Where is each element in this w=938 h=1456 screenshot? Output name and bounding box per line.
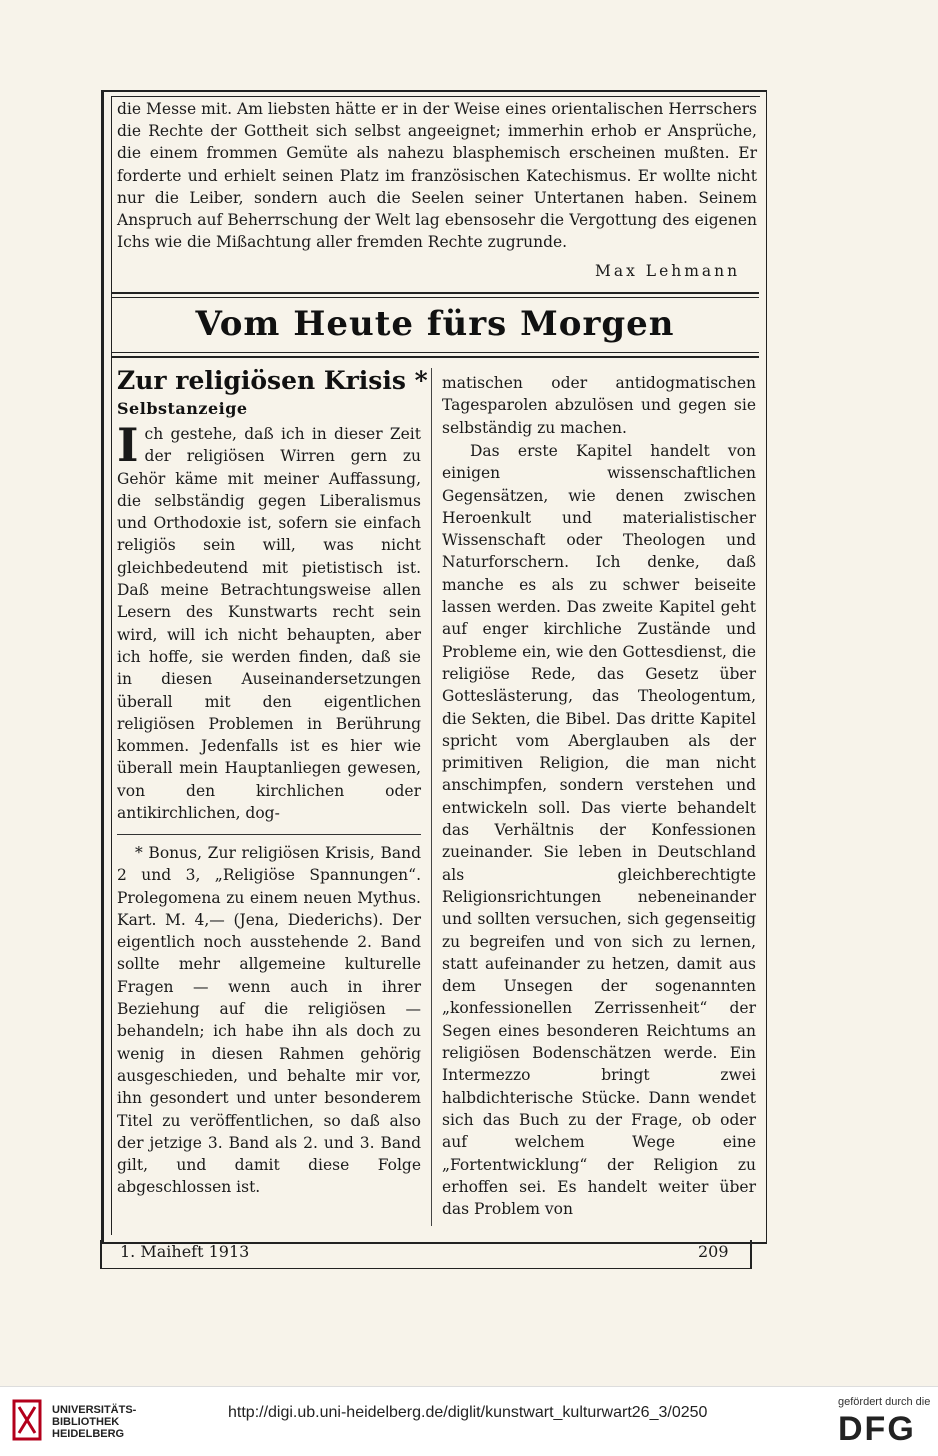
library-name-line-3: HEIDELBERG <box>52 1428 125 1440</box>
drop-cap: I <box>117 418 139 472</box>
library-name-line-1: UNIVERSITÄTS- <box>52 1404 137 1416</box>
library-logo-icon <box>10 1397 44 1443</box>
intro-paragraph: die Messe mit. Am liebsten hätte er in der Weise eines orientalischen Herrschers die Rechte der Gottheit sich selbst angeeignet; immerhin erhob er Ansprüche, die einem frommen Gemüte als nahezu blasphemisch erscheinen mußten. Er forderte und erhielt seinen Platz im französischen Katechismus. Er wollte nicht nur die Leiber, sondern auch die Seelen seiner Untertanen haben. Seinem Anspruch auf Beherrschung der Welt lag ebensosehr die Vergottung des eigenen Ichs wie die Mißachtung aller fremden Rechte zugrunde. <box>117 100 757 252</box>
column-divider <box>431 368 432 1226</box>
article-right-para-2: Das erste Kapitel handelt von einigen wissenschaftlichen Gegensätzen, wie denen zwischen Heroenkult und materialistischer Wissenschaft oder Theologen und Naturforschern. Ich denke, daß manche es als zu schwer beiseite lassen werden. Das zweite Kapitel geht auf enger kirchliche Zustände und Probleme ein, wie den Gottesdienst, die religiöse Rede, das Gesetz über Gotteslästerung, das Theologentum, die Sekten, die Bibel. Das dritte Kapitel spricht vom Aberglauben als der primitiven Religion, die man nicht anschimpfen, sondern verstehen und entwickeln soll. Das vierte behandelt das Verhältnis der Konfessionen zueinander. Sie leben in Deutschland als gleichberechtigte Religionsrichtungen nebeneinander und sollten versuchen, sich gegenseitig zu begreifen und von sich zu lernen, statt aufeinander zu hetzen, damit aus dem Unsegen der sogenannten „konfessionellen Zerrissenheit“ der Segen eines besonderen Reichtums an religiösen Bodenschätzen werde. Ein Intermezzo bringt zwei halbdichterische Stücke. Dann wendet sich das Buch zu der Frage, ob oder auf welchem Wege eine „Fortentwicklung“ der Religion zu erhoffen sei. Es handelt weiter über das Problem von <box>442 442 756 1219</box>
footer-page-number: 209 <box>698 1242 729 1261</box>
article-left-column <box>117 418 421 824</box>
article-subtitle: Selbstanzeige <box>117 399 248 418</box>
intro-author: Max Lehmann <box>595 262 741 280</box>
article-left-text: ch gestehe, daß ich in dieser Zeit der religiösen Wirren gern zu Gehör käme mit meiner Auffassung, die selbständig gegen Liberalismus und Orthodoxie ist, sofern sie einfach religiös sein will, was nicht gleichbedeutend mit pietistisch ist. Daß meine Betrachtungsweise allen Lesern des Kunstwarts recht sein wird, will ich nicht behaupten, aber ich hoffe, sie werden finden, daß sie in diesen Auseinandersetzungen überall mit den eigentlichen religiösen Problemen in Berührung kommen. Jedenfalls ist es hier wie überall mein Hauptanliegen gewesen, von den kirchlichen oder antikirchlichen, dog- <box>117 425 421 823</box>
library-name <box>52 1404 136 1440</box>
heading-rule-bottom-thin <box>111 352 759 353</box>
article-footnote: * Bonus, Zur religiösen Krisis, Band 2 und 3, „Religiöse Spannungen“. Prolegomena zu einem neuen Mythus. Kart. M. 4,— (Jena, Diederichs). Der eigentlich noch ausstehende 2. Band sollte mehr allgemeine kulturelle Fragen — wenn auch in ihrer Beziehung auf die religiösen — behandeln; ich habe ihn als doch zu wenig in diesen Rahmen gehörig ausgeschieden, und behalte mir vor, ihn gesondert und unter besonderem Titel zu veröffentlichen, so daß also der jetzige 3. Band als 2. und 3. Band gilt, und damit diese Folge abgeschlossen ist. <box>117 844 421 1197</box>
funded-by-label: gefördert durch die <box>838 1396 931 1408</box>
heading-rule-top <box>111 292 759 294</box>
section-heading: Vom Heute fürs Morgen <box>195 304 675 344</box>
article-title: Zur religiösen Krisis * <box>117 366 428 395</box>
heading-rule-bottom <box>111 356 759 358</box>
library-name-line-2: BIBLIOTHEK <box>52 1416 120 1428</box>
footnote-rule <box>117 834 421 835</box>
source-url-link[interactable]: http://digi.ub.uni-heidelberg.de/diglit/kunstwart_kulturwart26_3/0250 <box>228 1404 708 1421</box>
article-right-para-1: matischen oder antidogmatischen Tagesparolen abzulösen und gegen sie selbständig zu machen. <box>442 374 756 437</box>
footer-issue: 1. Maiheft 1913 <box>120 1242 250 1261</box>
heading-rule-top-thin <box>111 297 759 298</box>
dfg-logo: DFG <box>838 1410 916 1448</box>
